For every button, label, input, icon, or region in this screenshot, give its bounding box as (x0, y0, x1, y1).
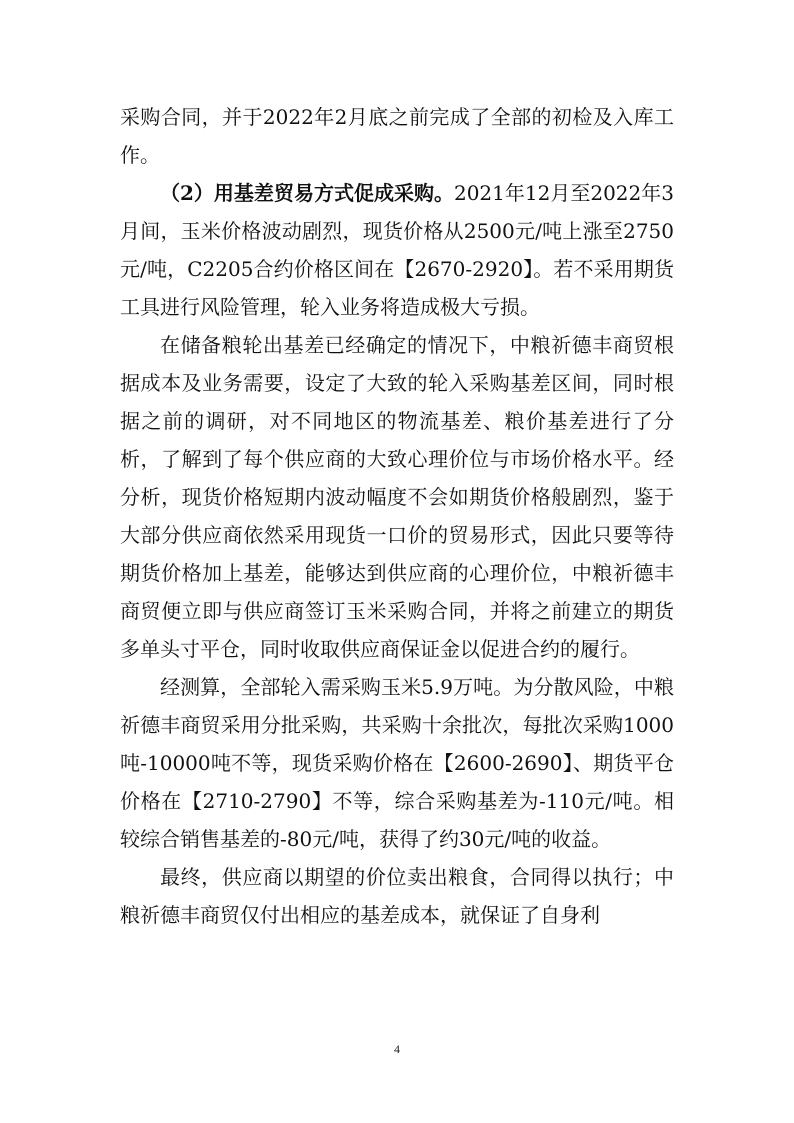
paragraph-3 (120, 326, 674, 668)
paragraph-1 (120, 98, 674, 174)
paragraph-1-text: 采购合同，并于2022年2月底之前完成了全部的初检及入库工作。 (120, 105, 674, 167)
paragraph-4 (120, 668, 674, 858)
paragraph-5-text: 最终，供应商以期望的价位卖出粮食，合同得以执行；中粮祈德丰商贸仅付出相应的基差成本，就保证了自身利 (120, 865, 674, 927)
paragraph-3-text: 在储备粮轮出基差已经确定的情况下，中粮祈德丰商贸根据成本及业务需要，设定了大致的轮入采购基差区间，同时根据之前的调研，对不同地区的物流基差、粮价基差进行了分析，了解到了每个供应商的大致心理价位与市场价格水平。经分析，现货价格短期内波动幅度不会如期货价格般剧烈，鉴于大部分供应商依然采用现货一口价的贸易形式，因此只要等待期货价格加上基差，能够达到供应商的心理价位，中粮祈德丰商贸便立即与供应商签订玉米采购合同，并将之前建立的期货多单头寸平仓，同时收取供应商保证金以促进合约的履行。 (120, 333, 674, 661)
paragraph-5 (120, 858, 674, 934)
paragraph-2-text: 2021年12月至2022年3月间，玉米价格波动剧烈，现货价格从2500元/吨上涨至2750元/吨，C2205合约价格区间在【2670-2920】。若不采用期货工具进行风险管理，轮入业务将造成极大亏损。 (120, 181, 674, 319)
body-text (120, 98, 674, 934)
paragraph-2 (120, 174, 674, 326)
section-heading: （2）用基差贸易方式促成采购。 (160, 181, 454, 205)
page-number: 4 (394, 1042, 400, 1056)
paragraph-4-text: 经测算，全部轮入需采购玉米5.9万吨。为分散风险，中粮祈德丰商贸采用分批采购，共采购十余批次，每批次采购1000吨-10000吨不等，现货采购价格在【2600-2690】、期货平仓价格在【2710-2790】不等，综合采购基差为-110元/吨。相较综合销售基差的-80元/吨，获得了约30元/吨的收益。 (120, 675, 674, 851)
